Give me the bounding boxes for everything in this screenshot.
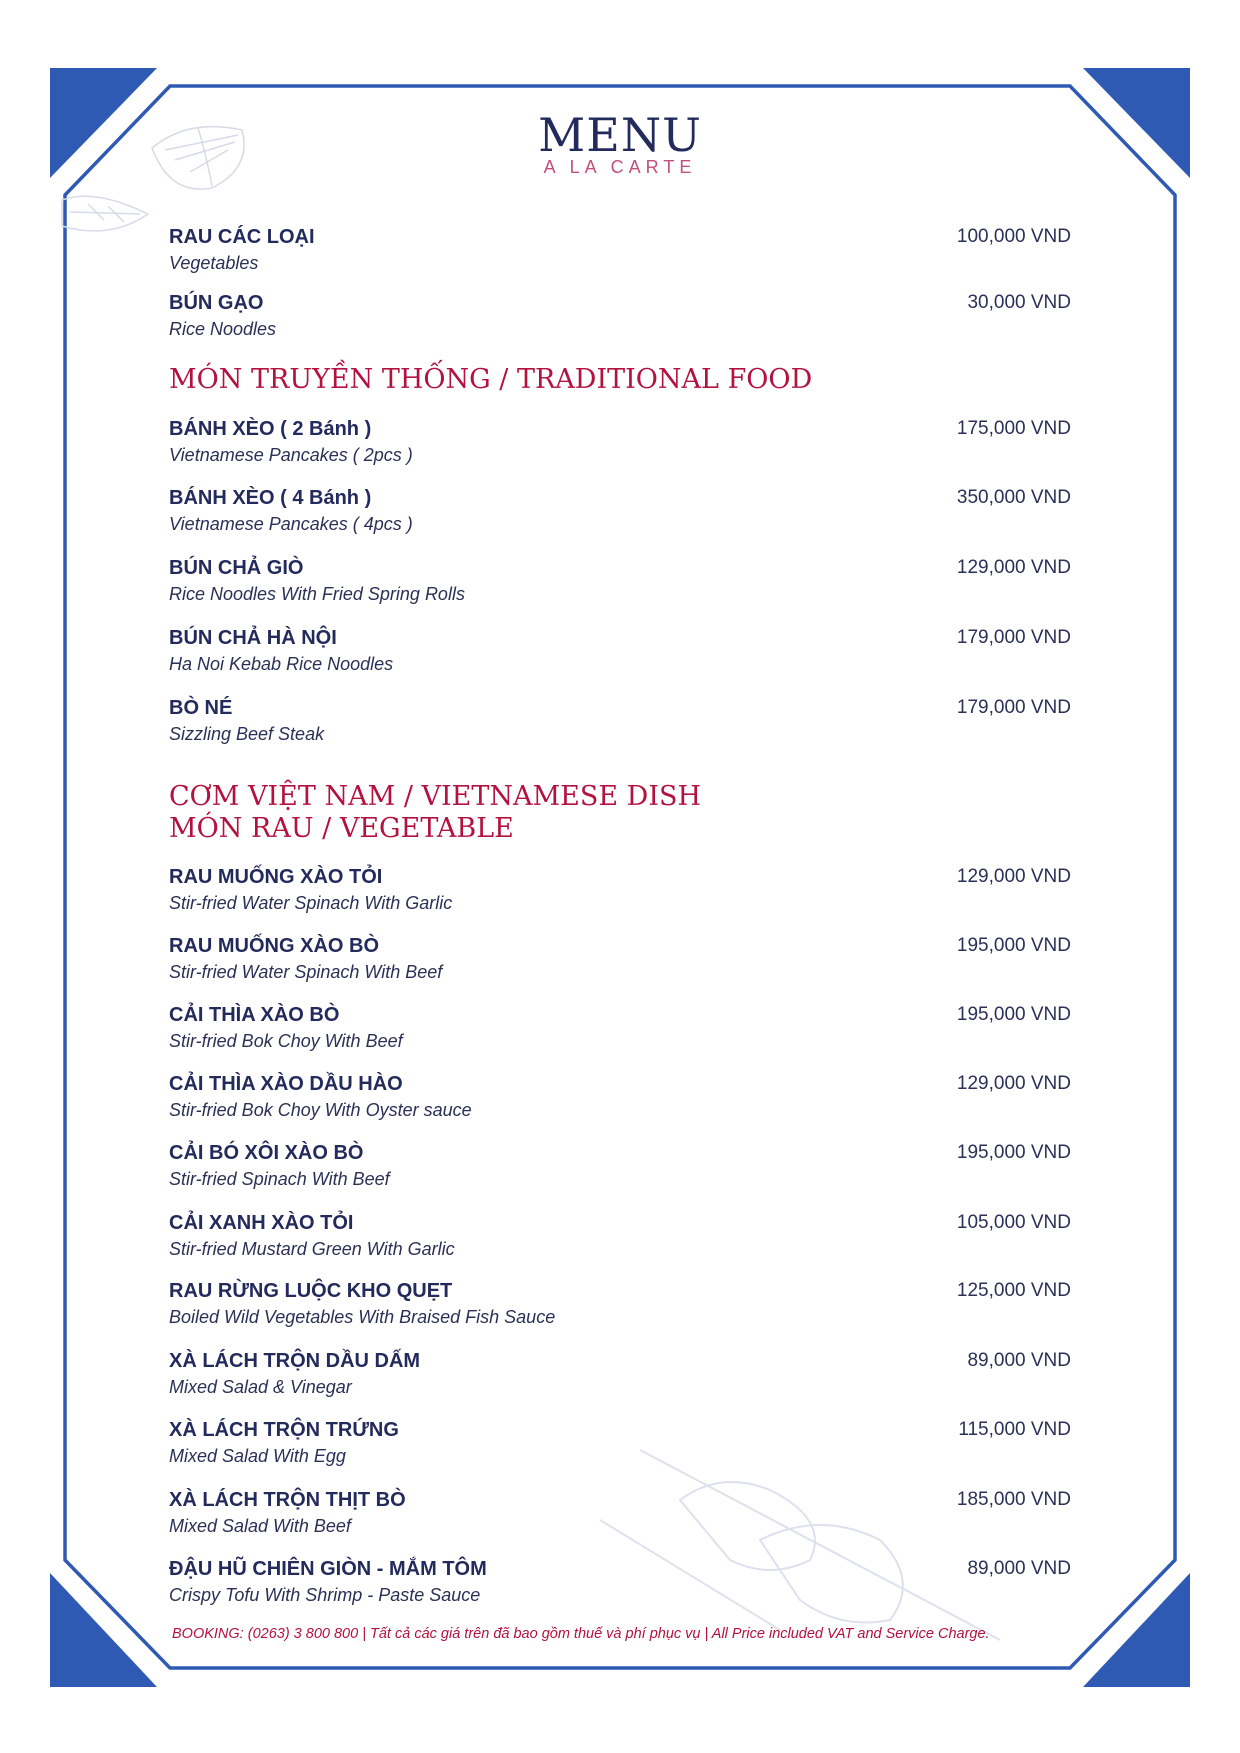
item-name: RAU RỪNG LUỘC KHO QUẸT (169, 1280, 453, 1302)
leaf-illustration (62, 196, 148, 231)
item-description: Stir-fried Mustard Green With Garlic (169, 1239, 455, 1259)
item-price: 129,000 VND (956, 866, 1071, 887)
item-price: 105,000 VND (956, 1212, 1071, 1233)
item-name: BÒ NÉ (169, 697, 233, 719)
item-name: BÁNH XÈO ( 4 Bánh ) (169, 487, 372, 509)
page-subtitle: A LA CARTE (543, 157, 697, 177)
item-description: Mixed Salad & Vinegar (169, 1377, 352, 1397)
section-heading-vietnamese-dish: CƠM VIỆT NAM / VIETNAMESE DISH (169, 781, 702, 812)
item-description: Ha Noi Kebab Rice Noodles (169, 654, 394, 674)
corner-triangle-bottom-left (50, 1573, 157, 1687)
item-name: BÚN CHẢ GIÒ (169, 557, 304, 579)
item-description: Vegetables (169, 253, 259, 273)
item-price: 30,000 VND (967, 292, 1071, 313)
item-price: 175,000 VND (956, 418, 1071, 439)
item-name: CẢI THÌA XÀO BÒ (169, 1004, 340, 1026)
item-price: 179,000 VND (956, 697, 1071, 718)
item-name: BÁNH XÈO ( 2 Bánh ) (169, 418, 372, 440)
item-price: 89,000 VND (967, 1558, 1071, 1579)
booking-footer: BOOKING: (0263) 3 800 800 | Tất cả các giá trên đã bao gồm thuế và phí phục vụ | All Price included VAT and Service Charge. (172, 1626, 990, 1642)
corner-triangle-bottom-right (1083, 1573, 1190, 1687)
item-description: Stir-fried Water Spinach With Beef (169, 962, 443, 982)
item-description: Stir-fried Spinach With Beef (169, 1169, 390, 1189)
item-description: Mixed Salad With Egg (169, 1446, 346, 1466)
skewer-illustration (600, 1450, 1000, 1640)
section-heading-vegetable: MÓN RAU / VEGETABLE (169, 813, 514, 844)
item-price: 185,000 VND (956, 1489, 1071, 1510)
item-description: Vietnamese Pancakes ( 4pcs ) (169, 514, 413, 534)
item-name: CẢI BÓ XÔI XÀO BÒ (169, 1142, 364, 1164)
item-price: 195,000 VND (956, 1142, 1071, 1163)
item-description: Stir-fried Bok Choy With Oyster sauce (169, 1100, 472, 1120)
item-description: Vietnamese Pancakes ( 2pcs ) (169, 445, 413, 465)
item-price: 125,000 VND (956, 1280, 1071, 1301)
item-description: Stir-fried Water Spinach With Garlic (169, 893, 453, 913)
item-name: RAU MUỐNG XÀO TỎI (169, 866, 383, 888)
item-price: 179,000 VND (956, 627, 1071, 648)
item-description: Stir-fried Bok Choy With Beef (169, 1031, 403, 1051)
item-description: Crispy Tofu With Shrimp - Paste Sauce (169, 1585, 481, 1605)
item-price: 89,000 VND (967, 1350, 1071, 1371)
item-description: Boiled Wild Vegetables With Braised Fish Sauce (169, 1307, 556, 1327)
item-name: CẢI THÌA XÀO DẦU HÀO (169, 1073, 403, 1095)
item-description: Sizzling Beef Steak (169, 724, 325, 744)
item-price: 195,000 VND (956, 1004, 1071, 1025)
page-title: MENU (538, 108, 702, 162)
item-price: 350,000 VND (956, 487, 1071, 508)
item-price: 100,000 VND (956, 226, 1071, 247)
item-name: RAU CÁC LOẠI (169, 226, 315, 248)
item-name: XÀ LÁCH TRỘN THỊT BÒ (169, 1489, 406, 1511)
item-name: ĐẬU HŨ CHIÊN GIÒN - MẮM TÔM (169, 1558, 487, 1580)
item-name: CẢI XANH XÀO TỎI (169, 1212, 354, 1234)
item-description: Rice Noodles (169, 319, 277, 339)
item-description: Mixed Salad With Beef (169, 1516, 351, 1536)
item-name: BÚN GẠO (169, 292, 264, 314)
item-name: XÀ LÁCH TRỘN TRỨNG (169, 1419, 399, 1441)
item-description: Rice Noodles With Fried Spring Rolls (169, 584, 465, 604)
item-price: 115,000 VND (958, 1419, 1071, 1440)
item-price: 195,000 VND (956, 935, 1071, 956)
item-price: 129,000 VND (956, 1073, 1071, 1094)
item-price: 129,000 VND (956, 557, 1071, 578)
item-name: RAU MUỐNG XÀO BÒ (169, 935, 379, 957)
item-name: XÀ LÁCH TRỘN DẦU DẤM (169, 1350, 421, 1372)
item-name: BÚN CHẢ HÀ NỘI (169, 627, 337, 649)
section-heading-traditional: MÓN TRUYỀN THỐNG / TRADITIONAL FOOD (169, 364, 813, 395)
